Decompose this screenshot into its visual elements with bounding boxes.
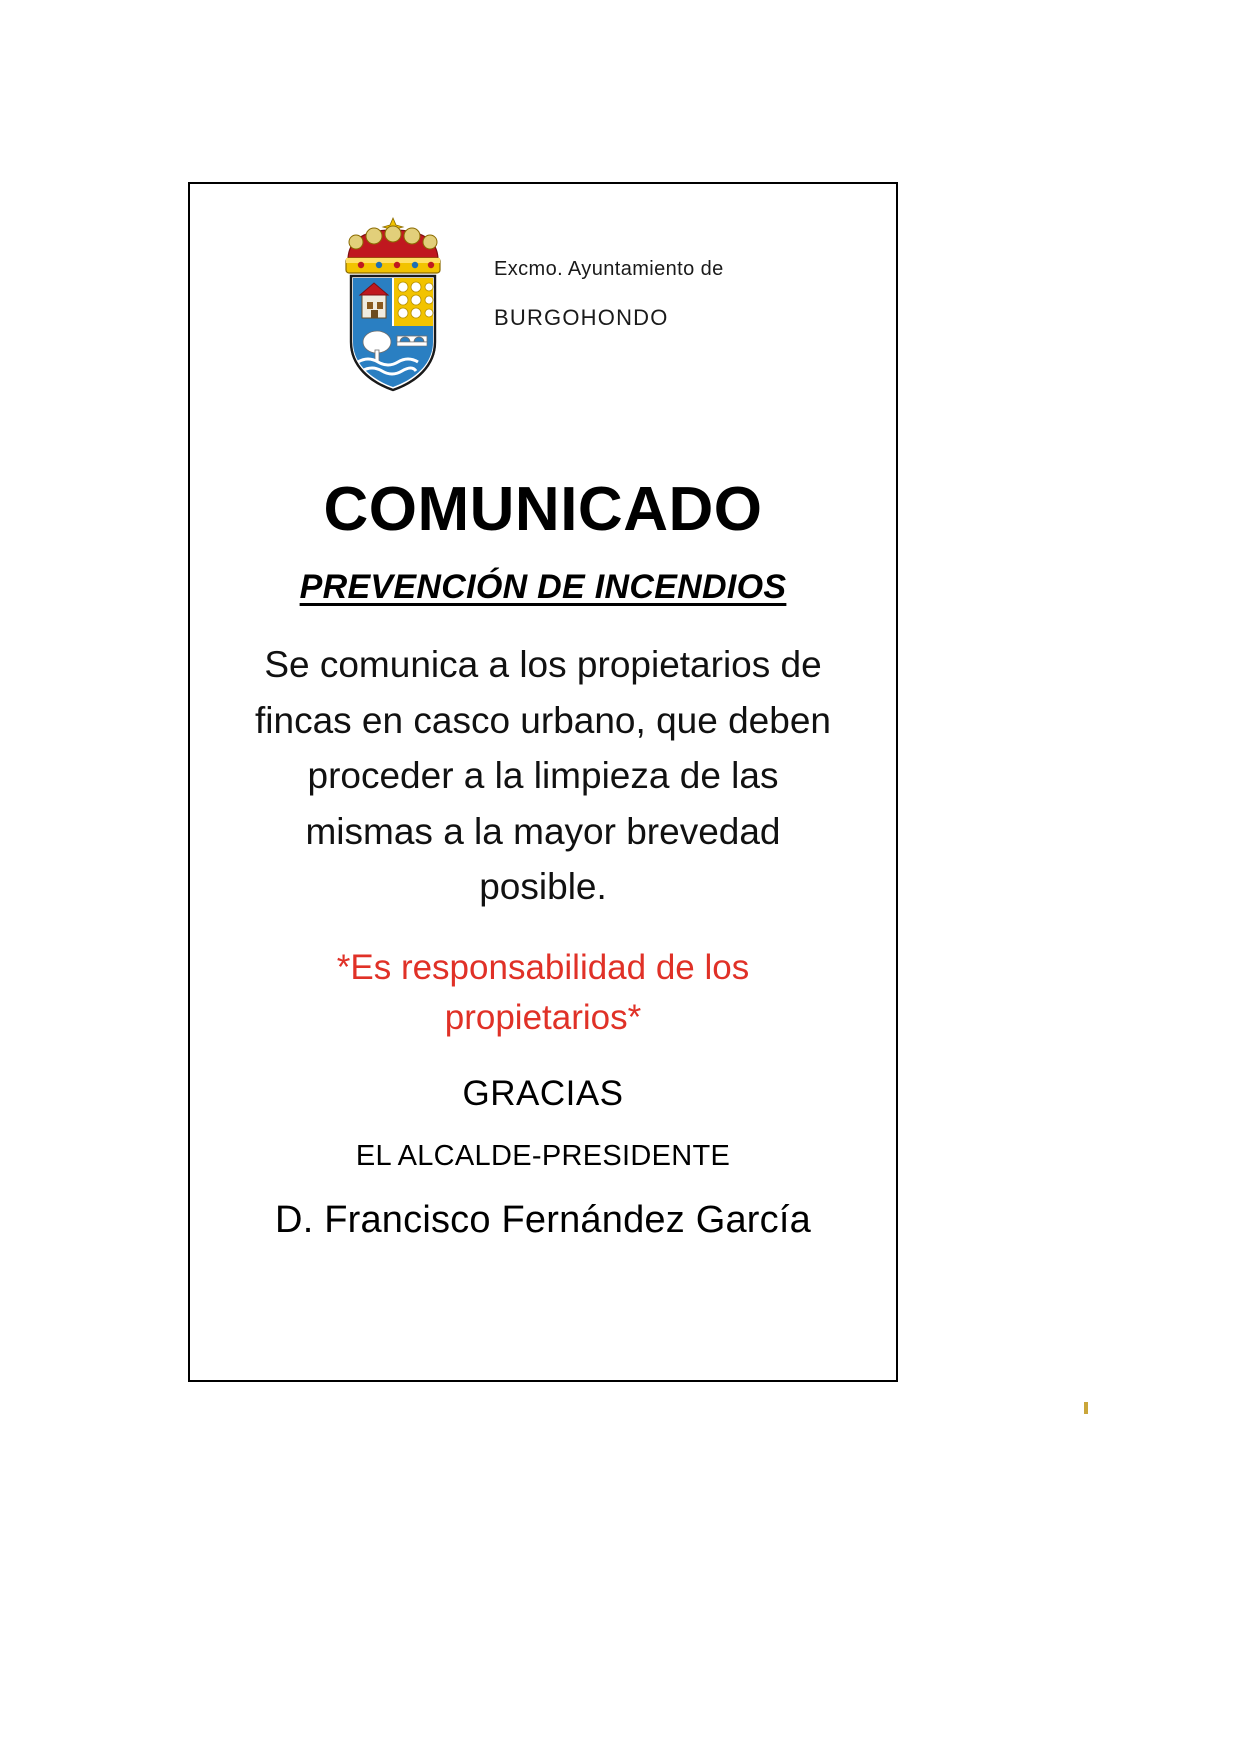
- signer-name: D. Francisco Fernández García: [275, 1199, 811, 1242]
- responsibility-note: *Es responsabilidad de los propietarios*: [336, 947, 750, 1038]
- coat-of-arms-icon: [334, 214, 452, 399]
- municipality-name: BURGOHONDO: [494, 305, 669, 330]
- signer-role: EL ALCALDE-PRESIDENTE: [355, 1140, 731, 1173]
- notice-box: [188, 182, 898, 1382]
- scan-artifact-mark: [1084, 1402, 1088, 1414]
- institution-prefix: Excmo. Ayuntamiento de: [494, 258, 724, 280]
- thanks-line: GRACIAS: [462, 1074, 624, 1114]
- letterhead: [224, 210, 862, 399]
- letterhead-text: [494, 258, 724, 331]
- document-body: Se comunica a los propietarios de fincas en casco urbano, que deben proceder a la limpieza de las mismas a la mayor brevedad posible.: [255, 644, 831, 908]
- notice-inner: [190, 184, 896, 1380]
- document-title: COMUNICADO: [323, 475, 763, 544]
- document-subtitle: PREVENCIÓN DE INCENDIOS: [299, 568, 787, 607]
